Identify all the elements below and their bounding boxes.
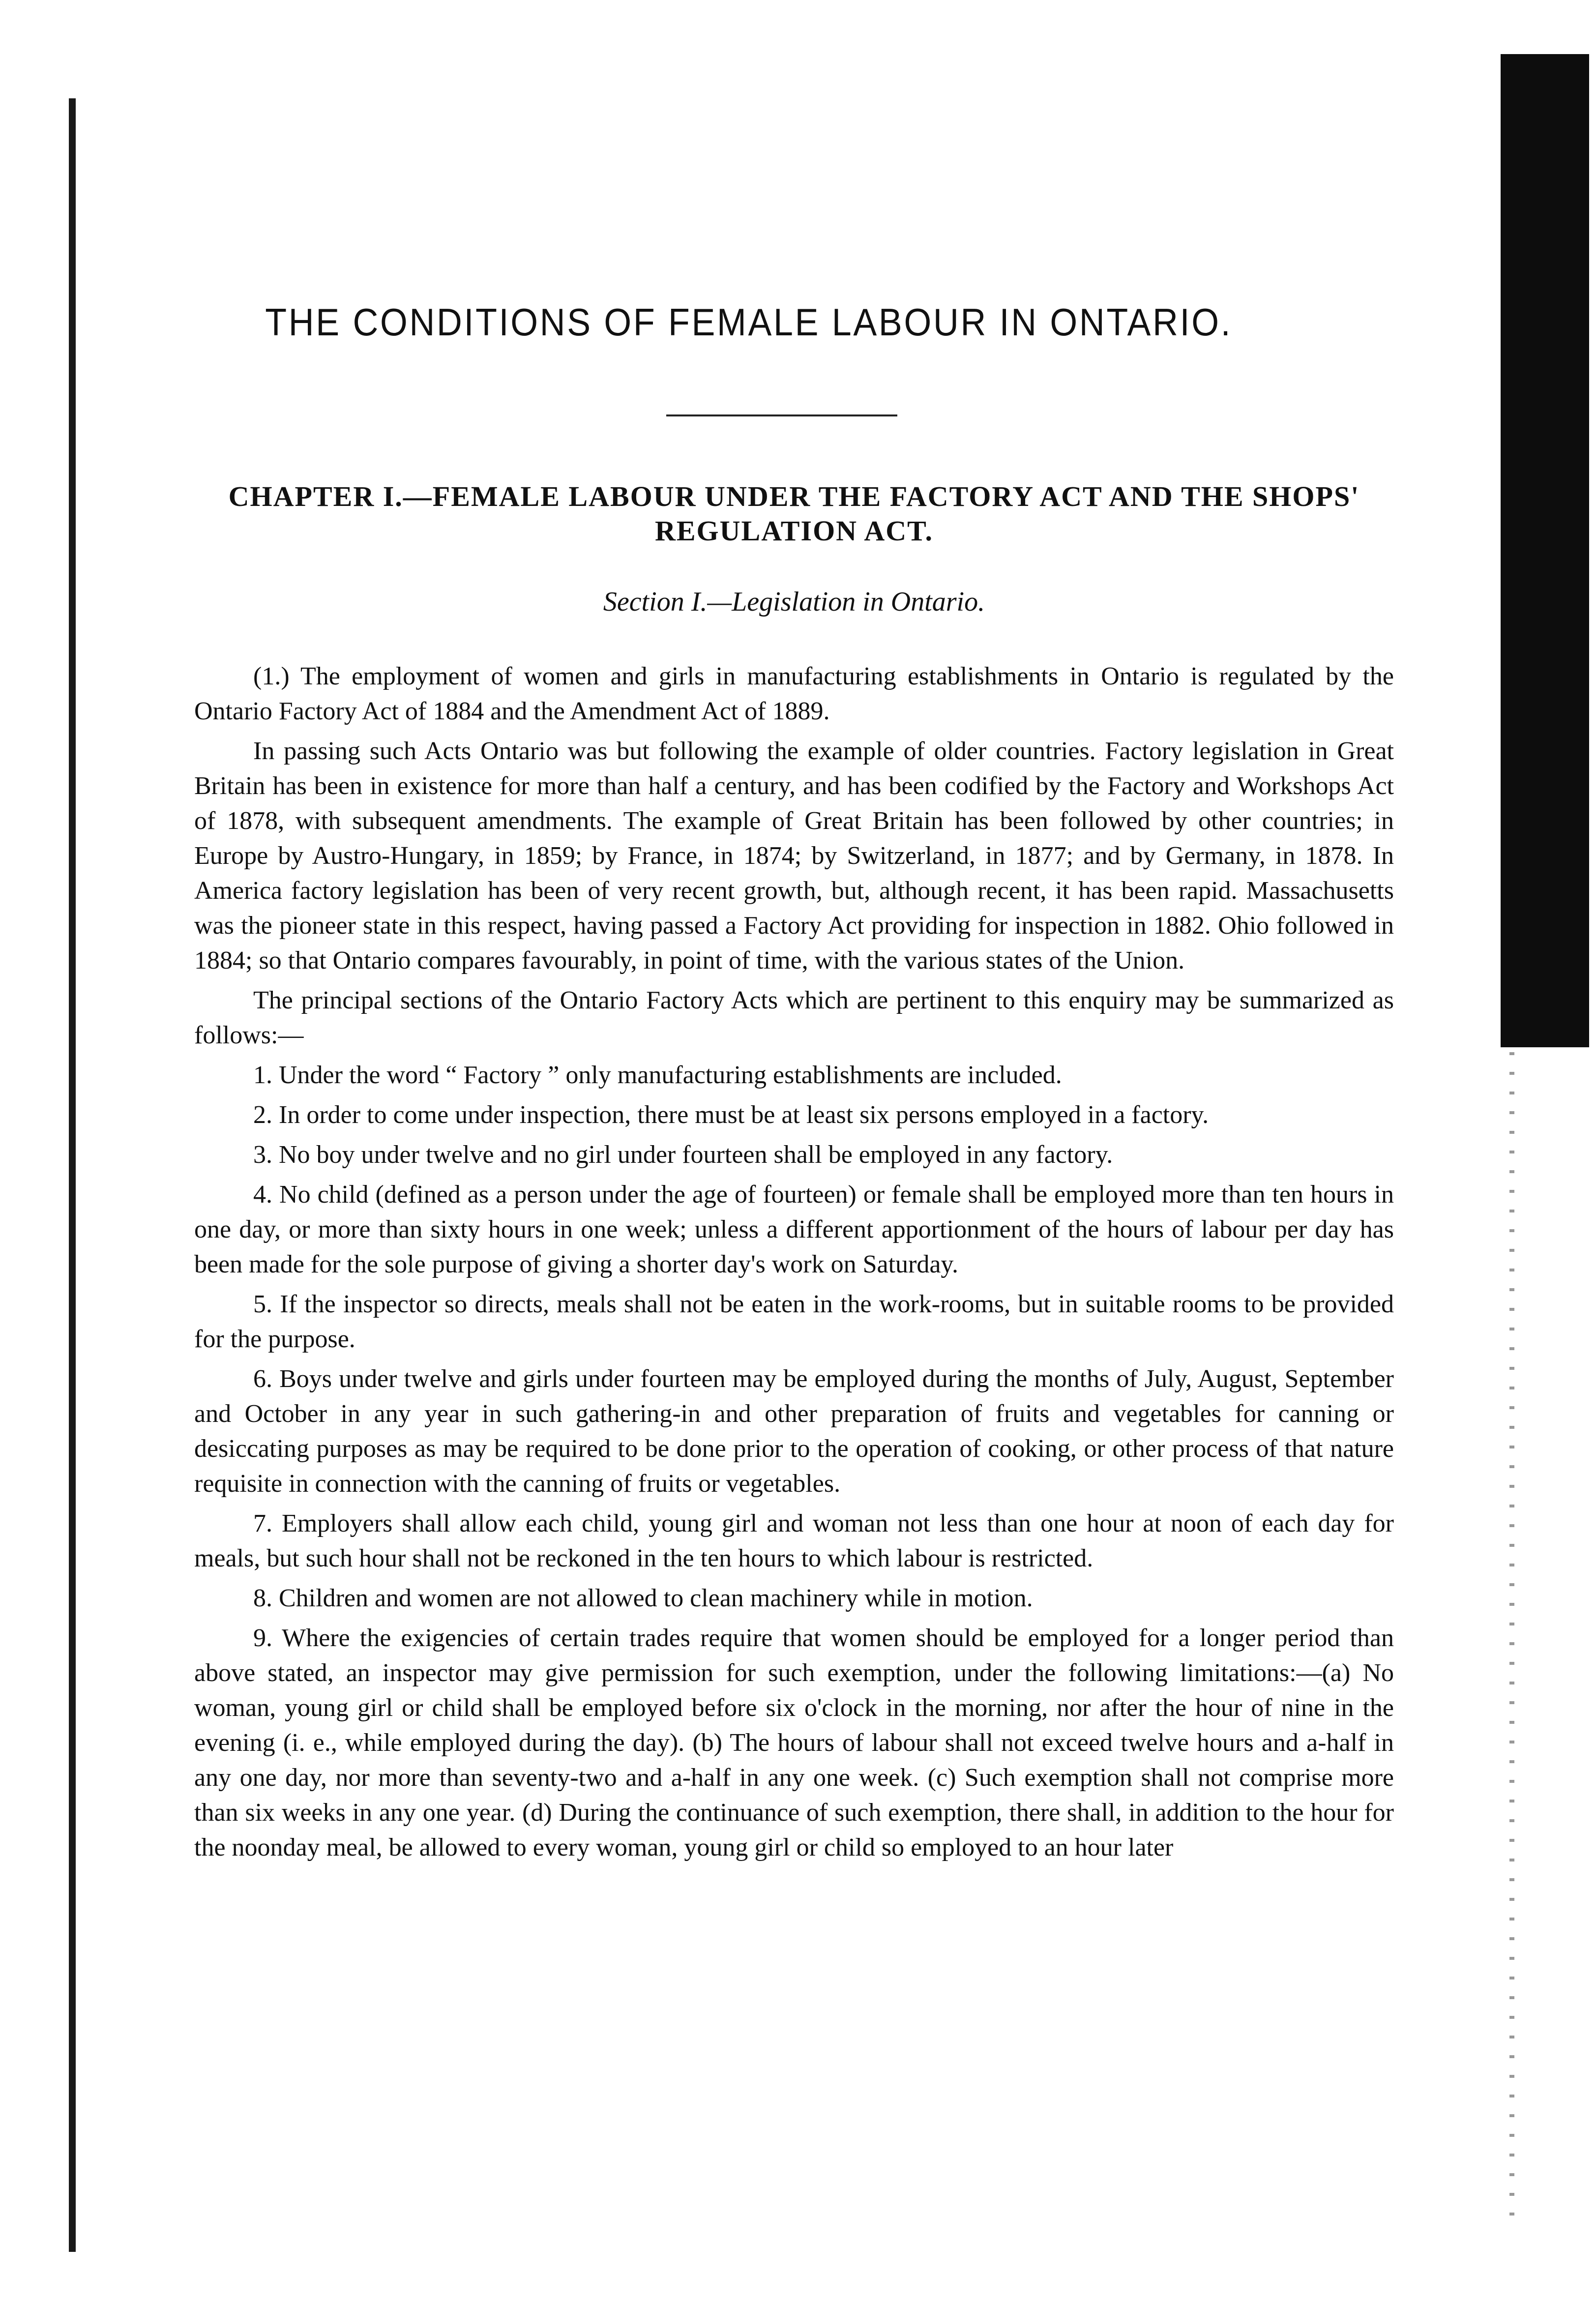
list-item: 3. No boy under twelve and no girl under fourteen shall be employed in any factory. [253, 1141, 1113, 1169]
title-divider [666, 414, 897, 416]
list-item: 2. In order to come under inspection, there must be at least six persons employed in a factory. [253, 1101, 1209, 1129]
page-edge-specks [1509, 1052, 1514, 2222]
page-edge-shadow-left [69, 98, 76, 2252]
section-heading: Section I.—Legislation in Ontario. [603, 587, 985, 617]
paragraph: The principal sections of the Ontario Factory Acts which are pertinent to this enquiry may be summarized as follows:— [194, 986, 1394, 1049]
list-item: 6. Boys under twelve and girls under fourteen may be employed during the months of July, August, September and October in any year in such gathering-in and other preparation of fruits and vegetables for canning or desiccating purposes as may be required to be done prior to the operation of cooking, or other process of that nature requisite in connection with the canning of fruits or vegetables. [194, 1365, 1394, 1498]
page-edge-shadow-right [1501, 54, 1589, 1047]
body-text [194, 659, 1394, 1870]
document-title: THE CONDITIONS OF FEMALE LABOUR IN ONTARIO. [265, 300, 1233, 344]
list-item: 4. No child (defined as a person under the age of fourteen) or female shall be employed more than ten hours in one day, or more than sixty hours in one week; unless a different apportionment of the hours of labour per day has been made for the sole purpose of giving a shorter day's work on Saturday. [194, 1181, 1394, 1278]
list-item: 9. Where the exigencies of certain trades require that women should be employed for a longer period than above stated, an inspector may give permission for such exemption, under the following limitations:—(a) No woman, young girl or child shall be employed before six o'clock in the morning, nor after the hour of nine in the evening (i. e., while employed during the day). (b) The hours of labour shall not exceed twelve hours and a-half in any one day, nor more than seventy-two and a-half in any one week. (c) Such exemption shall not comprise more than six weeks in any one year. (d) During the continuance of such exemption, there shall, in addition to the hour for the noonday meal, be allowed to every woman, young girl or child so employed to an hour later [194, 1624, 1394, 1861]
list-item: 1. Under the word “ Factory ” only manufacturing establishments are included. [253, 1061, 1062, 1089]
list-item: 8. Children and women are not allowed to clean machinery while in motion. [253, 1584, 1033, 1612]
list-item: 5. If the inspector so directs, meals shall not be eaten in the work-rooms, but in suitable rooms to be provided for the purpose. [194, 1290, 1394, 1353]
paragraph: In passing such Acts Ontario was but following the example of older countries. Factory legislation in Great Britain has been in existence for more than half a century, and has been codified by the Factory and Workshops Act of 1878, with subsequent amendments. The example of Great Britain has been followed by other countries; in Europe by Austro-Hungary, in 1859; by France, in 1874; by Switzerland, in 1877; and by Germany, in 1878. In America factory legislation has been of very recent growth, but, although recent, it has been rapid. Massachusetts was the pioneer state in this respect, having passed a Factory Act providing for inspection in 1882. Ohio followed in 1884; so that Ontario compares favourably, in point of time, with the various states of the Union. [194, 737, 1394, 975]
list-item: 7. Employers shall allow each child, young girl and woman not less than one hour at noon of each day for meals, but such hour shall not be reckoned in the ten hours to which labour is restricted. [194, 1509, 1394, 1572]
paragraph: (1.) The employment of women and girls in manufacturing establishments in Ontario is regulated by the Ontario Factory Act of 1884 and the Amendment Act of 1889. [194, 662, 1394, 725]
chapter-heading: CHAPTER I.—FEMALE LABOUR UNDER THE FACTORY ACT AND THE SHOPS' REGULATION ACT. [228, 480, 1360, 547]
